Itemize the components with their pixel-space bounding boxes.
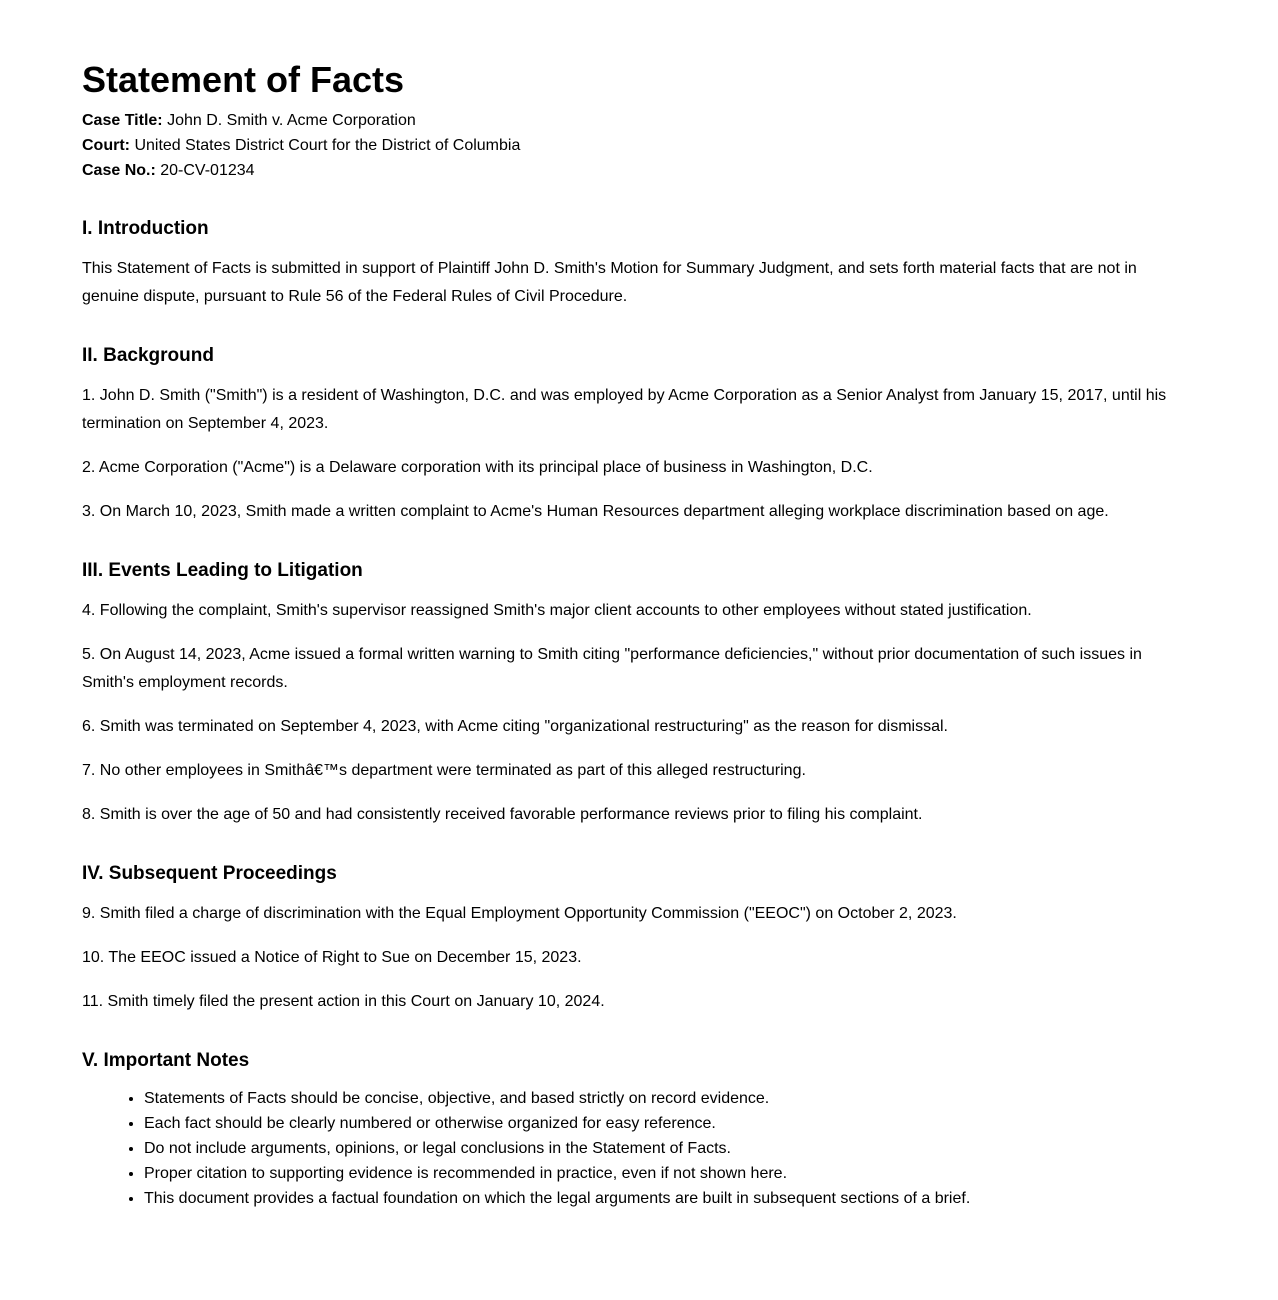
- court-line: [82, 133, 1182, 158]
- fact-paragraph: 9. Smith filed a charge of discrimination with the Equal Employment Opportunity Commission ("EEOC") on October 2, 2023.: [82, 905, 957, 922]
- section-heading: III. Events Leading to Litigation: [82, 560, 363, 581]
- fact-paragraph: 1. John D. Smith ("Smith") is a resident of Washington, D.C. and was employed by Acme Corporation as a Senior Analyst from January 15, 2017, until his termination on September 4, 2023.: [82, 387, 1167, 432]
- court-value: United States District Court for the District of Columbia: [134, 137, 521, 154]
- fact-paragraph: 7. No other employees in Smithâ€™s department were terminated as part of this alleged restructuring.: [82, 762, 806, 779]
- list-item: • Do not include arguments, opinions, or legal conclusions in the Statement of Facts.: [144, 1136, 1182, 1161]
- case-number-label: Case No.:: [82, 162, 156, 179]
- section-heading: II. Background: [82, 345, 214, 366]
- case-number-value: 20-CV-01234: [160, 162, 255, 179]
- case-number-line: [82, 158, 1182, 183]
- section-heading: I. Introduction: [82, 218, 209, 239]
- case-title-line: [82, 108, 1182, 133]
- case-meta: [82, 108, 1182, 183]
- section-heading: IV. Subsequent Proceedings: [82, 863, 337, 884]
- section-heading: V. Important Notes: [82, 1050, 250, 1071]
- case-title-value: John D. Smith v. Acme Corporation: [167, 112, 416, 129]
- fact-paragraph: 2. Acme Corporation ("Acme") is a Delaware corporation with its principal place of business in Washington, D.C.: [82, 459, 873, 476]
- section-notes: [82, 1049, 1182, 1211]
- court-label: Court:: [82, 137, 130, 154]
- notes-list: [82, 1086, 1182, 1211]
- fact-paragraph: 8. Smith is over the age of 50 and had consistently received favorable performance reviews prior to filing his complaint.: [82, 806, 923, 823]
- case-title-label: Case Title:: [82, 112, 163, 129]
- section-proceedings: [82, 862, 1182, 1016]
- section-background: [82, 344, 1182, 526]
- fact-paragraph: 3. On March 10, 2023, Smith made a written complaint to Acme's Human Resources department alleging workplace discrimination based on age.: [82, 503, 1109, 520]
- list-item: • Statements of Facts should be concise, objective, and based strictly on record evidence.: [144, 1086, 1182, 1111]
- page-title: Statement of Facts: [82, 59, 405, 100]
- section-introduction: [82, 217, 1182, 311]
- list-item: • Proper citation to supporting evidence is recommended in practice, even if not shown here.: [144, 1161, 1182, 1186]
- fact-paragraph: 10. The EEOC issued a Notice of Right to Sue on December 15, 2023.: [82, 949, 582, 966]
- fact-paragraph: 4. Following the complaint, Smith's supervisor reassigned Smith's major client accounts to other employees without stated justification.: [82, 602, 1032, 619]
- section-events: [82, 559, 1182, 829]
- list-item: • Each fact should be clearly numbered or otherwise organized for easy reference.: [144, 1111, 1182, 1136]
- fact-paragraph: 5. On August 14, 2023, Acme issued a formal written warning to Smith citing "performance deficiencies," without prior documentation of such issues in Smith's employment records.: [82, 646, 1142, 691]
- fact-paragraph: 6. Smith was terminated on September 4, 2023, with Acme citing "organizational restructuring" as the reason for dismissal.: [82, 718, 948, 735]
- list-item: • This document provides a factual foundation on which the legal arguments are built in subsequent sections of a brief.: [144, 1186, 1182, 1211]
- paragraph: This Statement of Facts is submitted in support of Plaintiff John D. Smith's Motion for Summary Judgment, and sets forth material facts that are not in genuine dispute, pursuant to Rule 56 of the Federal Rules of Civil Procedure.: [82, 260, 1137, 305]
- fact-paragraph: 11. Smith timely filed the present action in this Court on January 10, 2024.: [82, 993, 605, 1010]
